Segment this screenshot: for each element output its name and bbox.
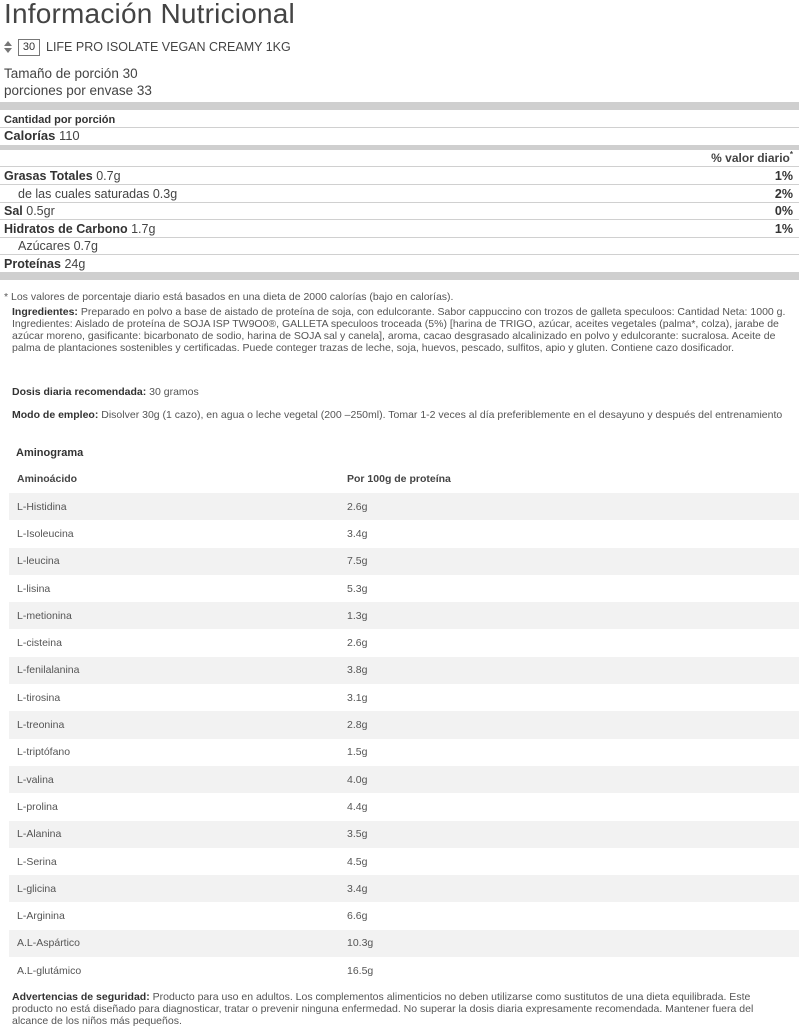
amino-acid-name: A.L-glutámico — [17, 964, 82, 977]
usage-text: Disolver 30g (1 cazo), en agua o leche vegetal (200 –250ml). Tomar 1-2 veces al día preferiblemente en el desayuno y después del entrenamiento — [98, 409, 783, 421]
ingredients-label: Ingredientes: — [12, 306, 78, 318]
amino-acid-value: 3.1g — [347, 691, 368, 704]
divider — [0, 127, 799, 128]
amino-acid-value: 4.4g — [347, 800, 368, 813]
safety-warnings — [12, 991, 792, 1027]
nutrient-value: 1.7g — [131, 221, 156, 236]
column-header: Aminoácido — [17, 473, 78, 485]
table-row — [9, 957, 799, 984]
amino-acid-name: L-Histidina — [9, 493, 339, 520]
amino-acid-value: 5.3g — [347, 582, 368, 595]
calories-value: 110 — [58, 128, 80, 143]
dose-label: Dosis diaria recomendada: — [12, 386, 147, 398]
usage-instructions — [12, 409, 792, 421]
nutrient-row — [4, 255, 793, 272]
nutrient-value: 0.3g — [152, 186, 178, 201]
table-row — [9, 848, 799, 875]
amino-acid-value: 4.0g — [339, 766, 799, 793]
table-row — [9, 629, 799, 656]
amino-acid-name: L-metionina — [9, 602, 339, 629]
calories-label: Calorías — [4, 128, 56, 143]
page-title: Información Nutricional — [4, 0, 295, 29]
amino-acid-value: 2.8g — [339, 711, 799, 738]
nutrient-row — [4, 167, 793, 184]
quantity-input[interactable]: 30 — [18, 39, 40, 56]
table-row — [9, 875, 799, 902]
daily-value-header: % valor diario* — [711, 150, 793, 165]
nutrient-label: Hidratos de Carbono — [4, 221, 128, 236]
aminogram-title: Aminograma — [16, 447, 84, 459]
usage-label: Modo de empleo: — [12, 409, 99, 421]
amino-acid-value: 6.6g — [347, 910, 368, 923]
daily-value-footnote: * Los valores de porcentaje diario está basados en una dieta de 2000 calorías (bajo en calorías). — [4, 291, 454, 303]
table-header-row — [9, 465, 799, 493]
serving-selector — [4, 38, 291, 56]
amino-acid-name: A.L-Aspártico — [9, 930, 339, 957]
amino-acid-name: L-fenilalanina — [9, 657, 339, 684]
table-row — [9, 602, 799, 629]
amino-acid-value: 3.4g — [347, 527, 368, 540]
nutrient-row — [18, 237, 793, 254]
amino-acid-name: L-Isoleucina — [17, 527, 74, 540]
table-row — [9, 575, 799, 602]
amino-acid-name: L-glicina — [9, 875, 339, 902]
amino-acid-name: L-treonina — [9, 711, 339, 738]
table-row — [9, 684, 799, 711]
ingredients — [12, 306, 792, 354]
table-row — [9, 493, 799, 520]
nutrient-label: de las cuales saturadas — [18, 186, 150, 201]
table-row — [9, 711, 799, 738]
amino-acid-name: L-prolina — [17, 800, 58, 813]
medium-divider — [0, 145, 799, 150]
nutrient-value: 0.5gr — [26, 203, 55, 218]
amino-acid-name: L-lisina — [17, 582, 51, 595]
table-row — [9, 793, 799, 820]
amino-acid-name: L-valina — [9, 766, 339, 793]
arrow-up-icon[interactable] — [4, 41, 12, 46]
column-header: Por 100g de proteína — [347, 473, 451, 485]
amino-acid-name: L-leucina — [9, 548, 339, 575]
dose-text: 30 gramos — [146, 386, 199, 398]
amino-acid-name: L-Alanina — [9, 821, 339, 848]
thick-divider — [0, 102, 799, 110]
nutrient-value: 0.7g — [96, 168, 121, 183]
nutrient-row — [4, 220, 793, 237]
table-row — [9, 520, 799, 547]
nutrient-label: Grasas Totales — [4, 168, 93, 183]
table-row — [9, 657, 799, 684]
amino-acid-value: 7.5g — [339, 548, 799, 575]
nutrient-dv: 1% — [774, 221, 793, 236]
table-row — [9, 930, 799, 957]
aminogram-table — [9, 465, 799, 984]
amino-acid-name: L-Arginina — [17, 910, 65, 923]
amount-per-serving: Cantidad por porción — [4, 114, 116, 126]
amino-acid-value: 1.5g — [347, 746, 368, 759]
amino-acid-value: 1.3g — [339, 602, 799, 629]
nutrient-dv: 2% — [774, 186, 793, 201]
nutrient-label: Proteínas — [4, 256, 61, 271]
warnings-label: Advertencias de seguridad: — [12, 991, 150, 1003]
servings-per-container: porciones por envase 33 — [4, 83, 152, 98]
amino-acid-name: L-triptófano — [17, 746, 71, 759]
daily-dose — [12, 386, 792, 398]
amino-acid-value: 2.6g — [347, 637, 368, 650]
table-row — [9, 739, 799, 766]
table-row — [9, 766, 799, 793]
table-row — [9, 821, 799, 848]
aminogram-body — [9, 493, 799, 984]
product-name: LIFE PRO ISOLATE VEGAN CREAMY 1KG — [46, 40, 291, 54]
nutrient-label: Sal — [4, 203, 23, 218]
amino-acid-value: 3.8g — [339, 657, 799, 684]
nutrient-label: Azúcares — [18, 238, 71, 253]
amino-acid-value: 3.4g — [339, 875, 799, 902]
nutrient-row — [18, 185, 793, 202]
amino-acid-value: 16.5g — [347, 964, 374, 977]
warnings-text: Producto para uso en adultos. Los complementos alimenticios no deben utilizarse como sustitutos de una dieta equilibrada. Este producto no está diseñado para diagnosticar, tratar o prevenir ninguna enfermedad. No superar la dosis diaria expresamente recomendada. Mantener fuera del alcance de los niños más pequeños. — [12, 991, 754, 1027]
amino-acid-value: 10.3g — [339, 930, 799, 957]
nutrient-dv: 1% — [774, 168, 793, 183]
table-row — [9, 902, 799, 929]
serving-size: Tamaño de porción 30 — [4, 66, 138, 81]
arrow-down-icon[interactable] — [4, 48, 12, 53]
amino-acid-name: L-Serina — [17, 855, 57, 868]
nutrient-value: 0.7g — [73, 238, 98, 253]
amino-acid-name: L-tirosina — [17, 691, 61, 704]
nutrient-dv: 0% — [774, 203, 793, 218]
ingredients-text: Preparado en polvo a base de aistado de proteína de soja, con edulcorante. Sabor cappuccino con trozos de galleta speculoos: Cantidad Neta: 1000 g. Ingredientes: Aislado de proteína de SOJA ISP TW9O0®, GALLETA speculoos troceada (5%) [harina de TRIGO, azúcar, aceites vegetales (palma*, colza), jarabe de azúcar moreno, gasificante: bicarbonato de sodio, harina de SOJA sal y canela], aroma, cacao desgrasado alcalinizado en polvo y edulcorante: sucralosa. Aceite de palma de plantaciones sostenibles y certificadas. Puede conteger trazas de leche, soja, huevos, pescado, sulfitos, apio y gluten. Contiene cazo dosificador. — [12, 306, 786, 354]
amino-acid-name: L-cisteina — [17, 637, 62, 650]
table-row — [9, 548, 799, 575]
amino-acid-value: 3.5g — [339, 821, 799, 848]
thick-divider — [0, 272, 799, 280]
amino-acid-value: 2.6g — [339, 493, 799, 520]
calories-row — [4, 128, 80, 143]
quantity-stepper[interactable] — [4, 39, 14, 55]
amino-acid-value: 4.5g — [347, 855, 368, 868]
nutrient-value: 24g — [64, 256, 86, 271]
nutrient-row — [4, 202, 793, 219]
